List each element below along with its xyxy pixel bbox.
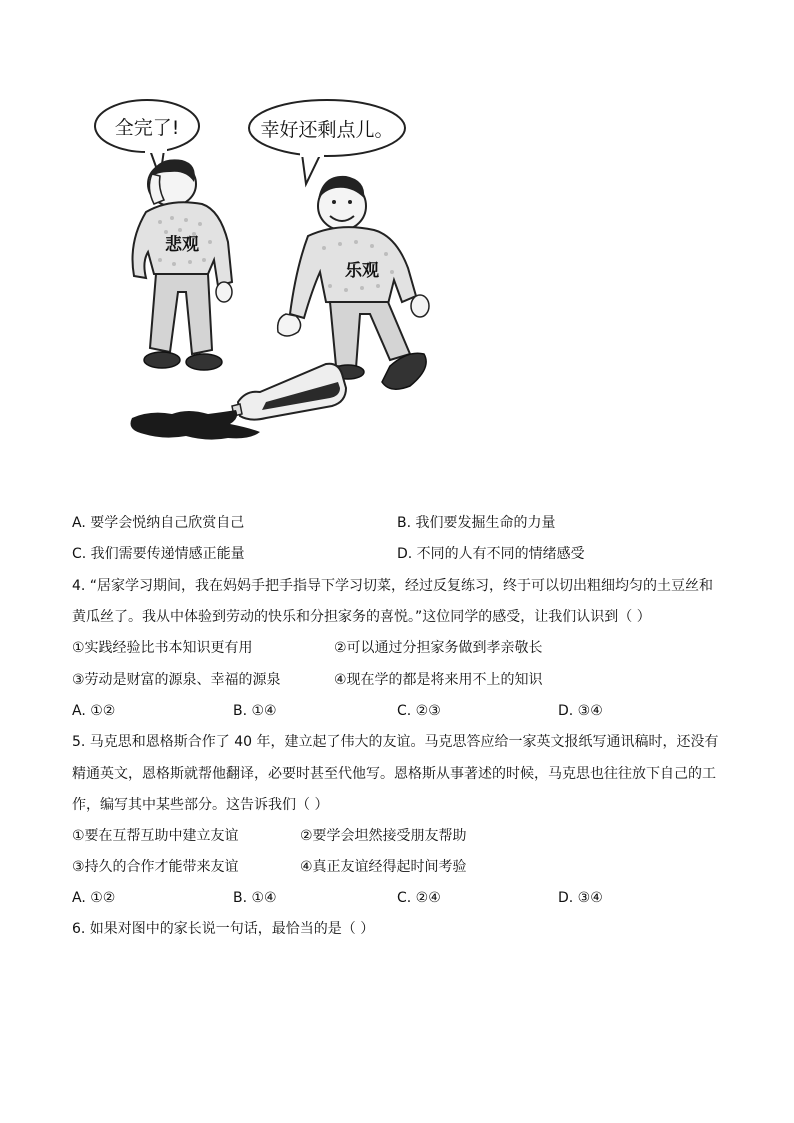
q5-option-c: C. ②④	[397, 890, 441, 906]
shirt-label-right: 乐观	[345, 261, 379, 281]
bubble-right-text: 幸好还剩点儿。	[260, 119, 394, 141]
q5-option-a: A. ①②	[72, 890, 116, 906]
q5-item-4: ④真正友谊经得起时间考验	[300, 859, 467, 875]
q4-option-b: B. ①④	[233, 703, 277, 719]
q5-option-b: B. ①④	[233, 890, 277, 906]
optimist-figure	[278, 176, 429, 389]
q6-stem: 6. 如果对图中的家长说一句话，最恰当的是（ ）	[72, 921, 375, 937]
q5-stem-line-3: 作，编写其中某些部分。这告诉我们（ ）	[72, 797, 329, 813]
q5-item-1: ①要在互帮互助中建立友谊	[72, 828, 239, 844]
q5-item-3: ③持久的合作才能带来友谊	[72, 859, 239, 875]
q3-option-d: D. 不同的人有不同的情绪感受	[397, 546, 585, 562]
speech-bubble-right	[249, 100, 405, 184]
q3-option-a: A. 要学会悦纳自己欣赏自己	[72, 515, 245, 531]
pessimist-figure	[133, 159, 233, 370]
q3-option-c: C. 我们需要传递情感正能量	[72, 546, 245, 562]
q4-item-1: ①实践经验比书本知识更有用	[72, 640, 253, 656]
cartoon-illustration	[90, 92, 470, 452]
q4-item-4: ④现在学的都是将来用不上的知识	[334, 672, 543, 688]
q4-option-a: A. ①②	[72, 703, 116, 719]
q4-option-c: C. ②③	[397, 703, 441, 719]
q5-stem-line-1: 5. 马克思和恩格斯合作了 40 年，建立起了伟大的友谊。马克思答应给一家英文报纸写通讯稿时，还没有	[72, 734, 719, 750]
q4-stem-line-1: 4. “居家学习期间，我在妈妈手把手指导下学习切菜，经过反复练习，终于可以切出粗细均匀的土豆丝和	[72, 578, 714, 594]
q5-stem-line-2: 精通英文，恩格斯就帮他翻译，必要时甚至代他写。恩格斯从事著述的时候，马克思也往往放下自己的工	[72, 766, 716, 782]
q4-item-2: ②可以通过分担家务做到孝亲敬长	[334, 640, 543, 656]
q3-option-b: B. 我们要发掘生命的力量	[397, 515, 556, 531]
q5-item-2: ②要学会坦然接受朋友帮助	[300, 828, 467, 844]
q5-option-d: D. ③④	[558, 890, 603, 906]
q4-item-3: ③劳动是财富的源泉、幸福的源泉	[72, 672, 281, 688]
shirt-label-left: 悲观	[165, 235, 199, 255]
q4-option-d: D. ③④	[558, 703, 603, 719]
bubble-left-text: 全完了!	[114, 117, 180, 139]
spilled-bottle	[131, 364, 347, 440]
q4-stem-line-2: 黄瓜丝了。我从中体验到劳动的快乐和分担家务的喜悦。”这位同学的感受，让我们认识到（ ）	[72, 609, 651, 625]
